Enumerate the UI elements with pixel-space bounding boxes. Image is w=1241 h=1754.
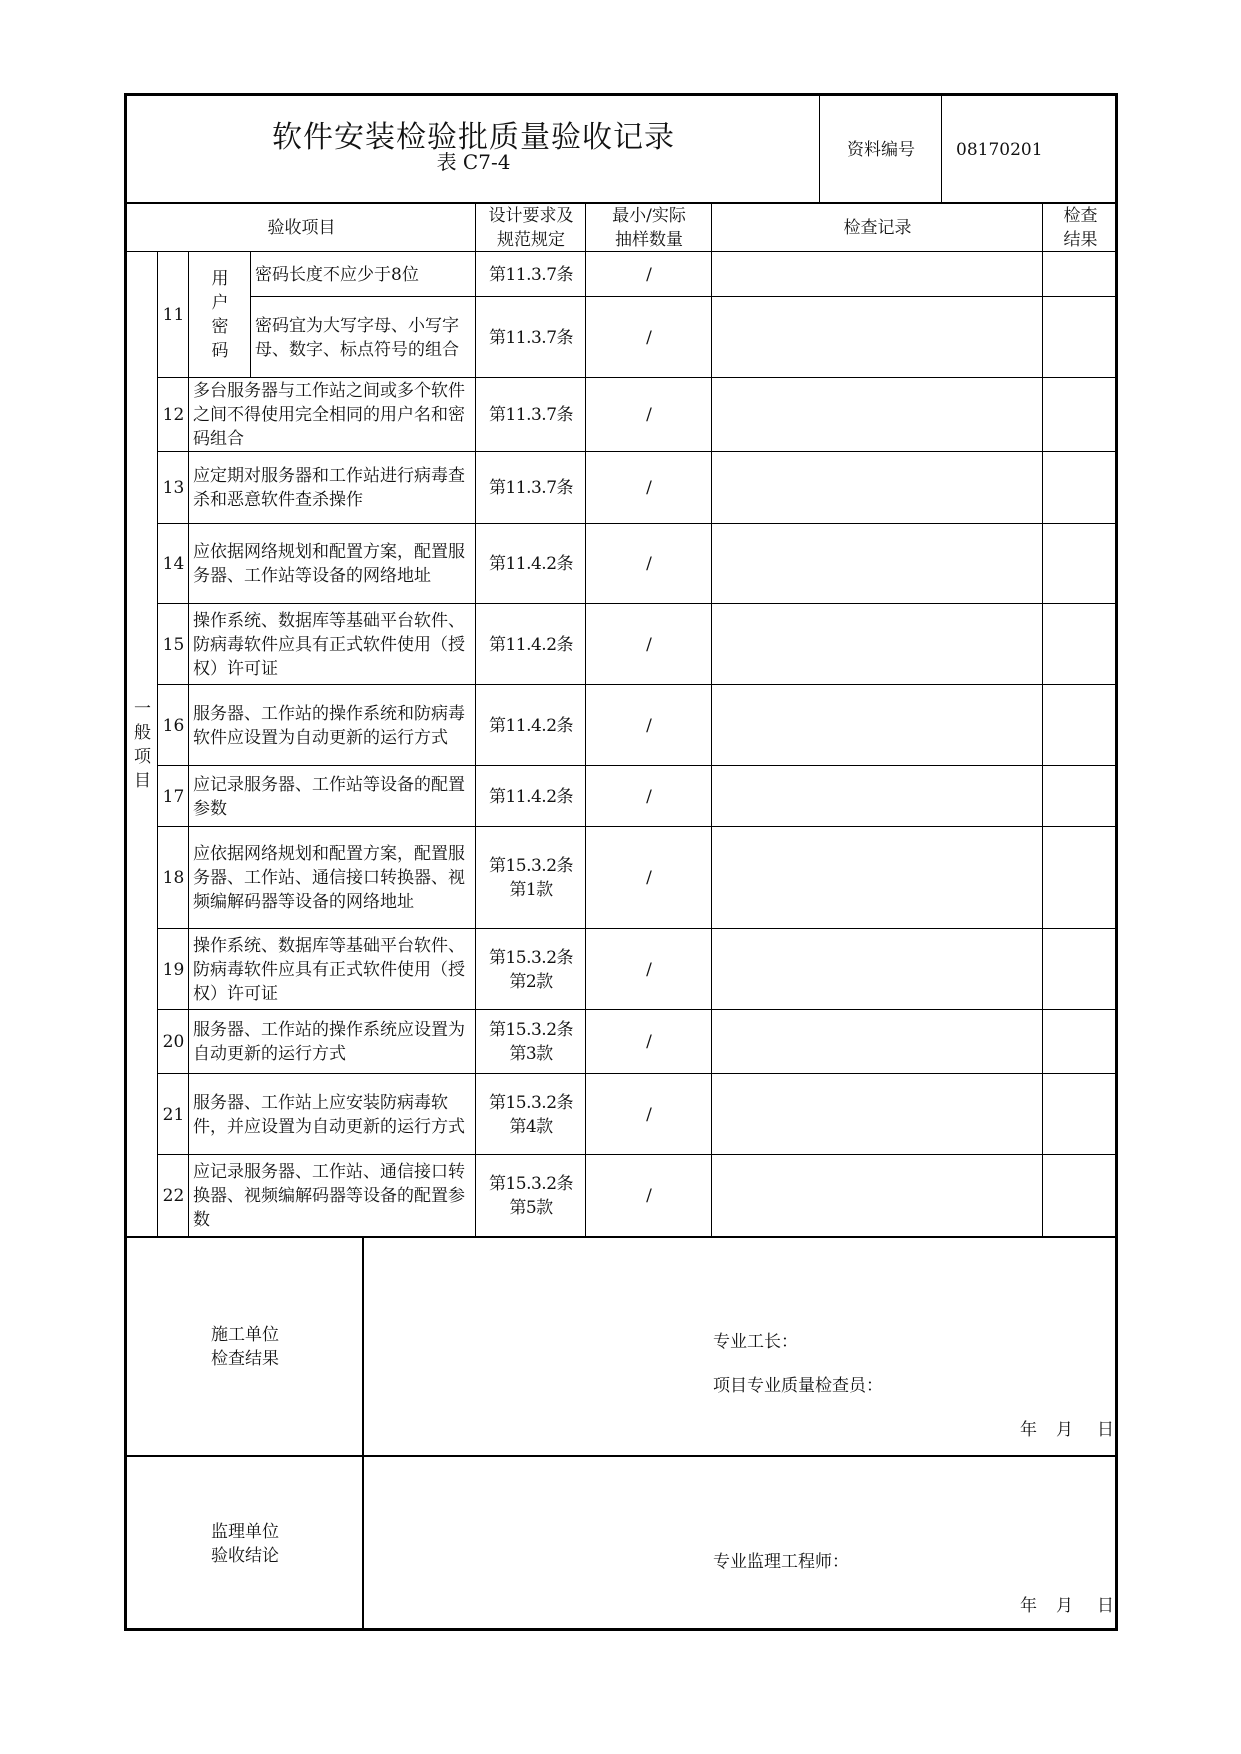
grid-line <box>157 252 158 1237</box>
form-number: 表 C7-4 <box>436 149 511 174</box>
grid-line <box>188 252 189 1237</box>
col-header-spec-line1: 设计要求及 <box>488 205 574 226</box>
item-number: 12 <box>162 405 185 425</box>
item-spec: 第11.4.2条 <box>488 554 574 574</box>
supervising-engineer-signature-label: 专业监理工程师： <box>713 1552 849 1572</box>
supervision-label-line: 验收结论 <box>211 1545 279 1566</box>
item-sample: / <box>646 554 652 574</box>
item-spec-line: 第15.3.2条 <box>488 856 574 876</box>
group-label-char: 码 <box>211 341 229 361</box>
item-sample: / <box>646 1032 652 1052</box>
col-header-spec-line2: 规范规定 <box>497 229 565 250</box>
item-spec <box>476 1010 586 1074</box>
col-header-spec <box>476 203 586 252</box>
item-spec: 第11.4.2条 <box>488 715 574 736</box>
item-spec-line: 第1款 <box>509 880 553 900</box>
supervision-date-year: 年 <box>1020 1596 1037 1616</box>
grid-line <box>158 377 1118 378</box>
construction-label-line: 施工单位 <box>211 1324 279 1345</box>
item-description: 密码长度不应少于8位 <box>255 264 419 285</box>
item-spec <box>476 1155 586 1237</box>
item-sample: / <box>646 264 652 285</box>
item-spec <box>476 1074 586 1155</box>
item-description: 应定期对服务器和工作站进行病毒查杀和恶意软件查杀操作 <box>193 466 465 510</box>
item-sample: / <box>646 1186 652 1206</box>
item-sample: / <box>646 1104 652 1125</box>
grid-line <box>475 203 476 1237</box>
item-sample: / <box>646 868 652 888</box>
grid-line <box>158 603 1118 604</box>
grid-line <box>127 202 1118 204</box>
item-number: 21 <box>162 1104 185 1125</box>
item-spec: 第11.3.7条 <box>488 478 574 498</box>
grid-line <box>158 523 1118 524</box>
item-spec: 第11.4.2条 <box>488 634 574 655</box>
item-spec: 第11.4.2条 <box>488 786 574 807</box>
item-spec-line: 第3款 <box>509 1044 553 1064</box>
supervision-date-day: 日 <box>1097 1596 1114 1616</box>
item-spec-line: 第15.3.2条 <box>488 1174 574 1194</box>
item-sample: / <box>646 634 652 655</box>
acceptance-record-form <box>124 93 1118 1631</box>
grid-line <box>250 252 251 378</box>
col-header-result-line2: 结果 <box>1063 229 1098 250</box>
category-char: 项 <box>134 746 151 767</box>
item-number: 17 <box>162 786 185 807</box>
item-description: 服务器、工作站的操作系统应设置为自动更新的运行方式 <box>193 1020 465 1064</box>
item-sample: / <box>646 959 652 980</box>
item-description: 应依据网络规划和配置方案，配置服务器、工作站、通信接口转换器、视频编解码器等设备的网络地址 <box>193 844 465 912</box>
grid-line <box>158 684 1118 685</box>
category-general-items <box>127 252 158 1237</box>
item-description: 密码宜为大写字母、小写字母、数字、标点符号的组合 <box>255 315 459 360</box>
supervision-date-month: 月 <box>1056 1596 1073 1616</box>
category-char: 一 <box>134 698 151 719</box>
item-spec-line: 第15.3.2条 <box>488 1020 574 1040</box>
grid-line <box>362 1237 364 1631</box>
grid-line <box>819 96 820 203</box>
item-number: 19 <box>162 959 185 980</box>
supervision-unit-label <box>127 1456 363 1631</box>
page-title: 软件安装检验批质量验收记录 <box>272 119 675 155</box>
construction-date-month: 月 <box>1056 1420 1073 1440</box>
grid-line <box>251 296 1118 297</box>
item-number: 15 <box>162 634 185 655</box>
col-header-record: 检查记录 <box>843 217 912 238</box>
col-header-result-line1: 检查 <box>1063 205 1098 226</box>
item-sample: / <box>646 715 652 736</box>
item-number: 22 <box>162 1186 185 1206</box>
grid-line <box>158 451 1118 452</box>
grid-line <box>158 928 1118 929</box>
title-block <box>127 96 820 203</box>
col-header-result <box>1043 203 1118 252</box>
item-number: 13 <box>162 478 185 498</box>
grid-line <box>158 1154 1118 1155</box>
item-spec <box>476 827 586 929</box>
record-no-value: 08170201 <box>956 139 1043 160</box>
grid-line <box>941 96 942 203</box>
item-spec-line: 第5款 <box>509 1198 553 1218</box>
item-description: 多台服务器与工作站之间或多个软件之间不得使用完全相同的用户名和密码组合 <box>193 381 465 449</box>
record-no-label: 资料编号 <box>847 139 915 160</box>
col-header-sample-line1: 最小/实际 <box>612 205 686 226</box>
group-label-char: 密 <box>211 317 229 337</box>
item-number: 11 <box>162 305 185 325</box>
item-sample: / <box>646 405 652 425</box>
grid-line <box>127 1236 1118 1238</box>
grid-line <box>127 251 1118 252</box>
item-spec-line: 第2款 <box>509 971 553 992</box>
construction-date-year: 年 <box>1020 1420 1037 1440</box>
group-label-char: 用 <box>211 269 229 289</box>
category-char: 目 <box>134 770 151 791</box>
col-header-sample-line2: 抽样数量 <box>615 229 683 250</box>
item-description: 应记录服务器、工作站等设备的配置参数 <box>193 774 465 819</box>
foreman-signature-label: 专业工长： <box>713 1332 798 1352</box>
group-label-user-password <box>189 252 251 378</box>
item-spec: 第11.3.7条 <box>488 327 574 348</box>
grid-line <box>1042 203 1043 1237</box>
grid-line <box>585 203 586 1237</box>
quality-inspector-signature-label: 项目专业质量检查员： <box>713 1376 883 1396</box>
grid-line <box>158 826 1118 827</box>
col-header-sample <box>586 203 712 252</box>
grid-line <box>158 1073 1118 1074</box>
item-description: 服务器、工作站的操作系统和防病毒软件应设置为自动更新的运行方式 <box>193 703 465 748</box>
item-spec-line: 第15.3.2条 <box>488 947 574 968</box>
item-description: 服务器、工作站上应安装防病毒软件，并应设置为自动更新的运行方式 <box>193 1092 465 1137</box>
item-spec: 第11.3.7条 <box>488 405 574 425</box>
item-sample: / <box>646 786 652 807</box>
construction-label-line: 检查结果 <box>211 1348 279 1369</box>
item-number: 18 <box>162 868 185 888</box>
construction-unit-label <box>127 1237 363 1456</box>
item-number: 20 <box>162 1032 185 1052</box>
item-spec <box>476 929 586 1010</box>
item-number: 16 <box>162 715 185 736</box>
item-description: 操作系统、数据库等基础平台软件、防病毒软件应具有正式软件使用（授权）许可证 <box>193 935 465 1004</box>
item-spec: 第11.3.7条 <box>488 264 574 285</box>
item-spec-line: 第4款 <box>509 1116 553 1137</box>
col-header-item: 验收项目 <box>267 217 336 238</box>
grid-line <box>158 1009 1118 1010</box>
grid-line <box>127 1455 1118 1457</box>
item-description: 应记录服务器、工作站、通信接口转换器、视频编解码器等设备的配置参数 <box>193 1162 465 1230</box>
grid-line <box>711 203 712 1237</box>
supervision-label-line: 监理单位 <box>211 1521 279 1542</box>
item-sample: / <box>646 478 652 498</box>
construction-date-day: 日 <box>1097 1420 1114 1440</box>
item-description: 应依据网络规划和配置方案，配置服务器、工作站等设备的网络地址 <box>193 542 465 586</box>
item-sample: / <box>646 327 652 348</box>
group-label-char: 户 <box>211 293 229 313</box>
grid-line <box>158 765 1118 766</box>
item-description: 操作系统、数据库等基础平台软件、防病毒软件应具有正式软件使用（授权）许可证 <box>193 610 465 679</box>
item-number: 14 <box>162 554 185 574</box>
category-char: 般 <box>134 722 151 743</box>
item-spec-line: 第15.3.2条 <box>488 1092 574 1113</box>
